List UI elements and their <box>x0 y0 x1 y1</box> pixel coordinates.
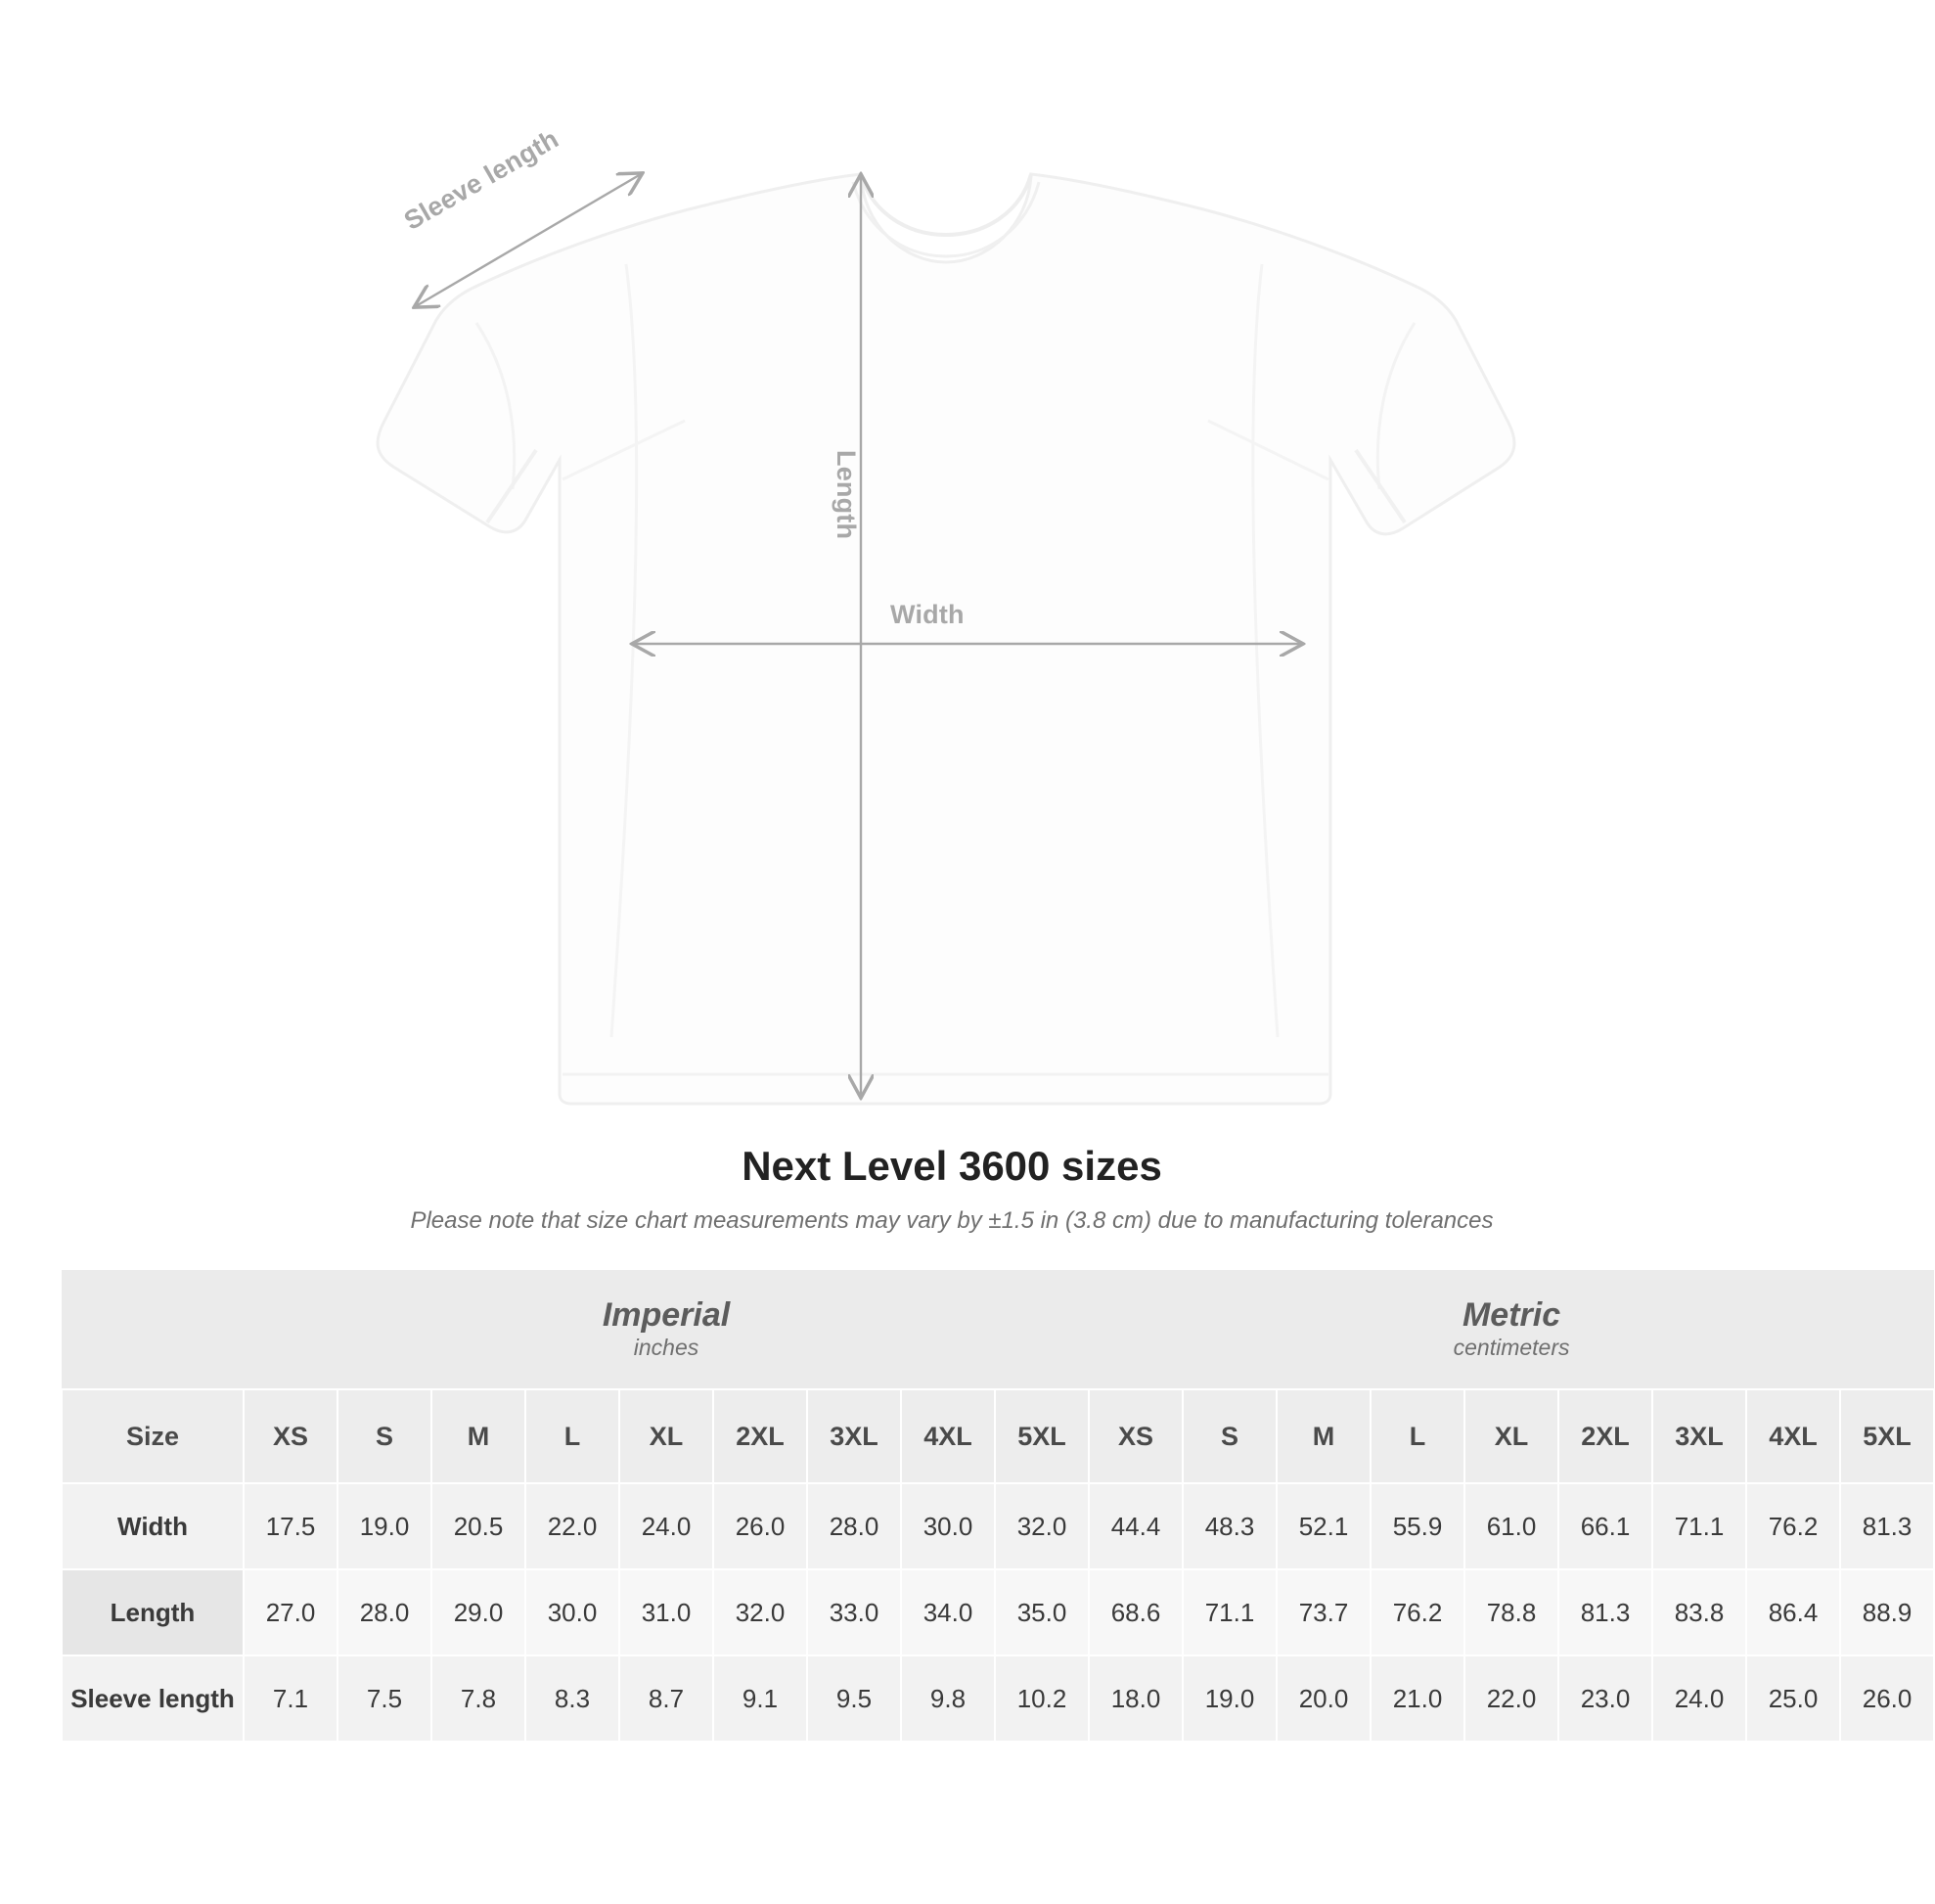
table-cell: 20.0 <box>1277 1655 1371 1742</box>
table-cell: 88.9 <box>1840 1569 1934 1655</box>
size-header-cell: 3XL <box>807 1389 901 1483</box>
table-row <box>62 1655 1934 1742</box>
size-header-cell: 4XL <box>901 1389 995 1483</box>
table-cell: 48.3 <box>1183 1483 1277 1569</box>
table-cell: 28.0 <box>338 1569 431 1655</box>
table-cell: 44.4 <box>1089 1483 1183 1569</box>
table-cell: 8.3 <box>525 1655 619 1742</box>
imperial-unit-cell <box>244 1270 1089 1389</box>
table-cell: 8.7 <box>619 1655 713 1742</box>
table-cell: 35.0 <box>995 1569 1089 1655</box>
table-cell: 81.3 <box>1558 1569 1652 1655</box>
table-cell: 31.0 <box>619 1569 713 1655</box>
table-cell: 86.4 <box>1746 1569 1840 1655</box>
table-cell: 71.1 <box>1652 1483 1746 1569</box>
table-cell: 76.2 <box>1746 1483 1840 1569</box>
size-header-label: Size <box>62 1389 244 1483</box>
table-cell: 7.5 <box>338 1655 431 1742</box>
size-table-wrapper <box>61 1270 1912 1743</box>
table-cell: 66.1 <box>1558 1483 1652 1569</box>
table-cell: 17.5 <box>244 1483 338 1569</box>
table-cell: 28.0 <box>807 1483 901 1569</box>
size-header-cell: XS <box>1089 1389 1183 1483</box>
imperial-unit-name: Imperial <box>602 1296 731 1335</box>
table-cell: 9.5 <box>807 1655 901 1742</box>
table-cell: 10.2 <box>995 1655 1089 1742</box>
table-cell: 29.0 <box>431 1569 525 1655</box>
size-header-cell: XL <box>619 1389 713 1483</box>
table-cell: 20.5 <box>431 1483 525 1569</box>
size-header-cell: L <box>1371 1389 1464 1483</box>
imperial-unit-sub: inches <box>633 1335 699 1361</box>
table-row <box>62 1569 1934 1655</box>
table-cell: 27.0 <box>244 1569 338 1655</box>
row-label-sleeve-length: Sleeve length <box>62 1655 244 1742</box>
unit-spacer-cell <box>62 1270 244 1389</box>
size-header-cell: XL <box>1464 1389 1558 1483</box>
size-table <box>61 1270 1935 1743</box>
table-cell: 22.0 <box>1464 1655 1558 1742</box>
table-cell: 61.0 <box>1464 1483 1558 1569</box>
metric-unit-name: Metric <box>1462 1296 1561 1335</box>
tolerance-note: Please note that size chart measurements may vary by ±1.5 in (3.8 cm) due to manufacturing tolerances <box>410 1207 1494 1234</box>
table-cell: 34.0 <box>901 1569 995 1655</box>
table-cell: 9.1 <box>713 1655 807 1742</box>
table-cell: 24.0 <box>1652 1655 1746 1742</box>
table-cell: 68.6 <box>1089 1569 1183 1655</box>
table-cell: 73.7 <box>1277 1569 1371 1655</box>
table-cell: 21.0 <box>1371 1655 1464 1742</box>
table-cell: 7.1 <box>244 1655 338 1742</box>
table-cell: 9.8 <box>901 1655 995 1742</box>
table-cell: 30.0 <box>525 1569 619 1655</box>
size-header-cell: M <box>431 1389 525 1483</box>
table-cell: 25.0 <box>1746 1655 1840 1742</box>
table-cell: 30.0 <box>901 1483 995 1569</box>
table-cell: 83.8 <box>1652 1569 1746 1655</box>
metric-unit-sub: centimeters <box>1453 1335 1570 1361</box>
table-cell: 32.0 <box>713 1569 807 1655</box>
size-header-cell: S <box>338 1389 431 1483</box>
table-cell: 78.8 <box>1464 1569 1558 1655</box>
row-label-length: Length <box>62 1569 244 1655</box>
size-header-cell: 2XL <box>1558 1389 1652 1483</box>
table-cell: 23.0 <box>1558 1655 1652 1742</box>
size-header-cell: S <box>1183 1389 1277 1483</box>
size-header-row <box>62 1389 1934 1483</box>
table-cell: 81.3 <box>1840 1483 1934 1569</box>
metric-unit-cell <box>1089 1270 1934 1389</box>
sleeve-length-label: Sleeve length <box>399 123 564 236</box>
size-header-cell: 3XL <box>1652 1389 1746 1483</box>
table-cell: 76.2 <box>1371 1569 1464 1655</box>
table-cell: 32.0 <box>995 1483 1089 1569</box>
table-cell: 19.0 <box>338 1483 431 1569</box>
table-cell: 22.0 <box>525 1483 619 1569</box>
table-cell: 71.1 <box>1183 1569 1277 1655</box>
table-row <box>62 1483 1934 1569</box>
row-label-width: Width <box>62 1483 244 1569</box>
table-cell: 19.0 <box>1183 1655 1277 1742</box>
table-cell: 26.0 <box>713 1483 807 1569</box>
table-cell: 52.1 <box>1277 1483 1371 1569</box>
table-cell: 7.8 <box>431 1655 525 1742</box>
size-header-cell: 5XL <box>1840 1389 1934 1483</box>
table-cell: 55.9 <box>1371 1483 1464 1569</box>
unit-header-row <box>62 1270 1934 1389</box>
page-title: Next Level 3600 sizes <box>742 1143 1162 1189</box>
table-cell: 18.0 <box>1089 1655 1183 1742</box>
width-label: Width <box>890 600 965 629</box>
size-header-cell: 4XL <box>1746 1389 1840 1483</box>
table-cell: 24.0 <box>619 1483 713 1569</box>
size-header-cell: M <box>1277 1389 1371 1483</box>
size-header-cell: L <box>525 1389 619 1483</box>
size-header-cell: XS <box>244 1389 338 1483</box>
length-label: Length <box>832 450 861 540</box>
table-cell: 33.0 <box>807 1569 901 1655</box>
size-header-cell: 5XL <box>995 1389 1089 1483</box>
table-cell: 26.0 <box>1840 1655 1934 1742</box>
title-block <box>0 1143 1904 1235</box>
size-header-cell: 2XL <box>713 1389 807 1483</box>
